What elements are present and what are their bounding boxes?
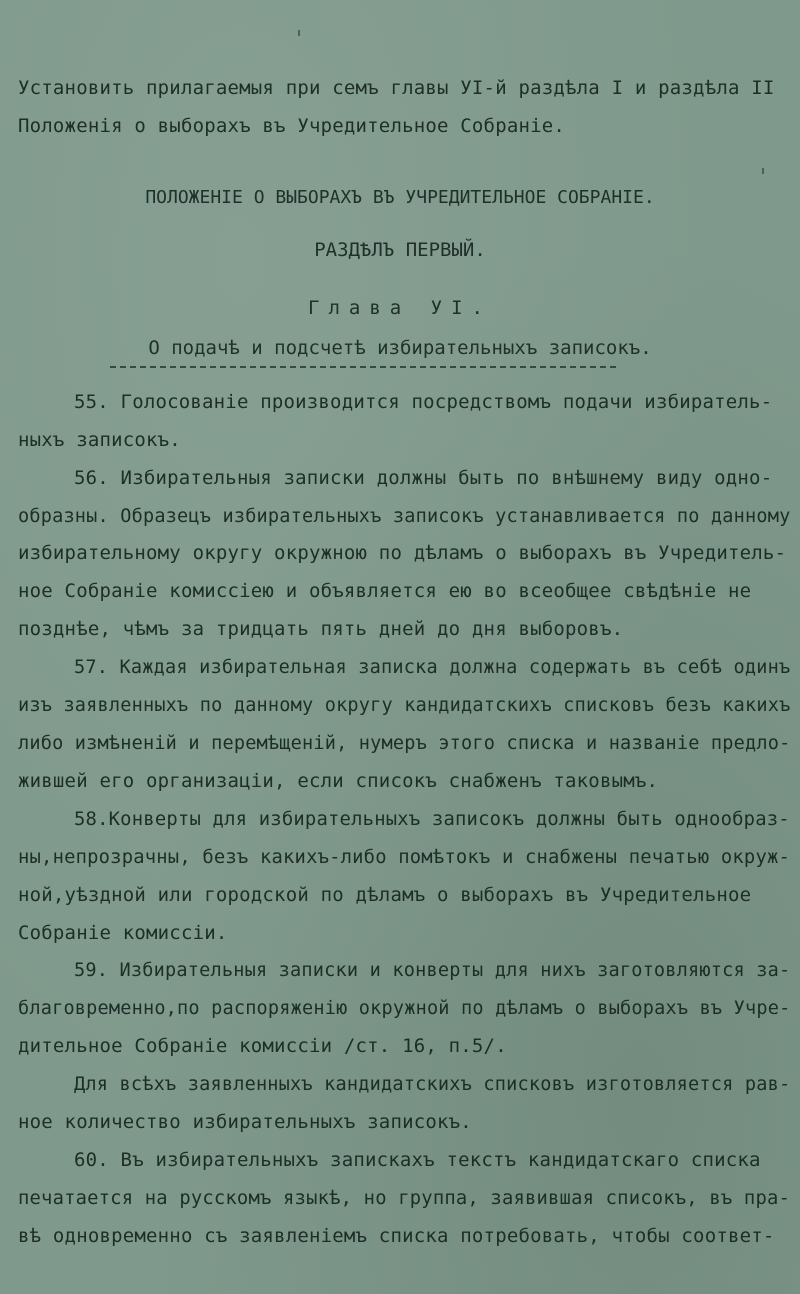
text-line: избирательному округу окружною по дѣламъ о выборахъ въ Учредитель- xyxy=(18,542,787,564)
text-line: ны,непрозрачны, безъ какихъ-либо помѣтокъ и снабжены печатью окруж- xyxy=(18,846,791,868)
section-heading: РАЗДѢЛЪ ПЕРВЫЙ. xyxy=(314,239,486,261)
chapter-title-underline xyxy=(110,366,616,368)
document-title: ПОЛОЖЕНІЕ О ВЫБОРАХЪ ВЪ УЧРЕДИТЕЛЬНОЕ СОБРАНІЕ. xyxy=(145,187,655,208)
text-line: ное количество избирательныхъ записокъ. xyxy=(18,1111,472,1133)
text-line: либо измѣненій и перемѣщеній, нумеръ этого списка и названіе предло- xyxy=(18,732,791,754)
text-line: Для всѣхъ заявленныхъ кандидатскихъ списковъ изготовляется рав- xyxy=(74,1073,791,1095)
intro-line-1: Установить прилагаемыя при семъ главы УІ-й раздѣла І и раздѣла II xyxy=(18,77,775,99)
text-line: образны. Образецъ избирательныхъ записокъ устанавливается по данному xyxy=(18,505,791,527)
text-line: позднѣе, чѣмъ за тридцать пять дней до дня выборовъ. xyxy=(18,618,624,640)
text-line: ное Собраніе комиссіею и объявляется ею во всеобщее свѣдѣніе не xyxy=(18,580,752,602)
text-line: 58.Конверты для избирательныхъ записокъ должны быть однообраз- xyxy=(74,808,790,830)
chapter-title: О подачѣ и подсчетѣ избирательныхъ записокъ. xyxy=(148,337,652,359)
text-line: 55. Голосованіе производится посредствомъ подачи избиратель- xyxy=(74,391,773,413)
text-line: ной,уѣздной или городской по дѣламъ о выборахъ въ Учредительное xyxy=(18,884,752,906)
text-line: изъ заявленныхъ по данному округу кандидатскихъ списковъ безъ какихъ xyxy=(18,694,791,716)
text-line: печатается на русскомъ языкѣ, но группа, заявившая списокъ, въ пра- xyxy=(18,1187,791,1209)
text-line: Собраніе комиссіи. xyxy=(18,922,228,944)
text-line: вѣ одновременно съ заявленіемъ списка потребовать, чтобы соответ- xyxy=(18,1225,775,1247)
paper-mark xyxy=(298,30,300,36)
text-line: 56. Избирательныя записки должны быть по внѣшнему виду одно- xyxy=(74,467,773,489)
text-line: жившей его организаціи, если списокъ снабженъ таковымъ. xyxy=(18,770,659,792)
text-line: 59. Избирательныя записки и конверты для нихъ заготовляются за- xyxy=(74,959,791,981)
paper-mark xyxy=(762,168,764,174)
text-line: 60. Въ избирательныхъ запискахъ текстъ кандидатскаго списка xyxy=(74,1149,761,1171)
text-line: дительное Собраніе комиссіи /ст. 16, п.5/. xyxy=(18,1035,507,1057)
text-line: 57. Каждая избирательная записка должна содержать въ себѣ одинъ xyxy=(74,656,791,678)
text-line: ныхъ записокъ. xyxy=(18,429,181,451)
chapter-heading: Глава УІ. xyxy=(308,297,492,319)
intro-line-2: Положенія о выборахъ въ Учредительное Собраніе. xyxy=(18,115,566,137)
text-line: благовременно,по распоряженію окружной по дѣламъ о выборахъ въ Учре- xyxy=(18,997,791,1019)
